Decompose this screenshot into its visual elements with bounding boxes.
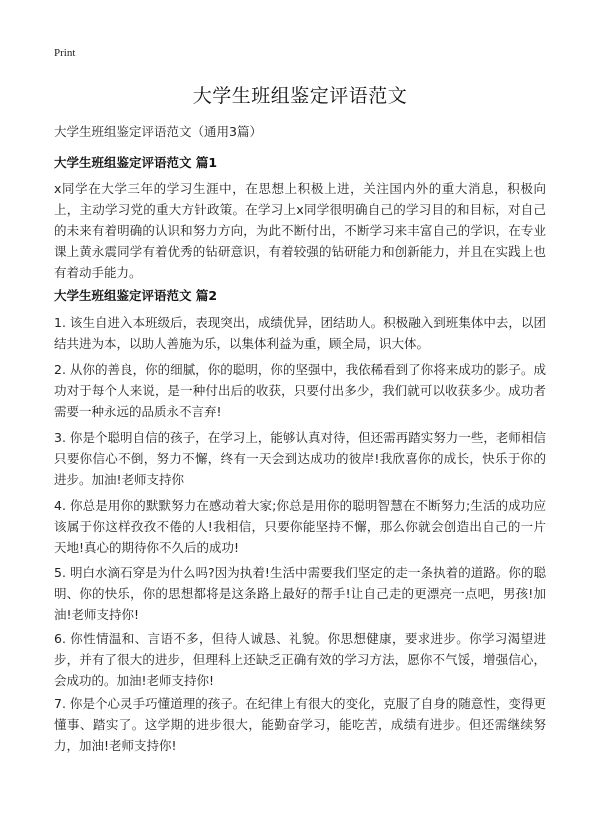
section-1-paragraph: x同学在大学三年的学习生涯中，在思想上积极上进，关注国内外的重大消息，积极向上，主动学习党的重大方针政策。在学习上x同学很明确自己的学习目的和目标，对自己的未来有着明确的认识和努力方向，为此不断付出，不断学习来丰富自己的学识，在专业课上黄永震同学有着优秀的钻研意识，有着较强的钻研能力和创新能力，并且在实践上也有着动手能力。: [54, 181, 546, 280]
comment-item-5: 5. 明白水滴石穿是为什么吗?因为执着!生活中需要我们坚定的走一条执着的道路。你的聪明、你的快乐，你的思想都将是这条路上最好的帮手!让自己走的更漂亮一点吧，男孩!加油!老师支持你!: [54, 565, 546, 622]
comment-item-2: 2. 从你的善良，你的细腻，你的聪明，你的坚强中，我依稀看到了你将来成功的影子。成功对于每个人来说，是一种付出后的收获，只要付出多少，我们就可以收获多少。成功者需要一种永远的品质永不言弃!: [54, 362, 546, 419]
comment-item-3: 3. 你是个聪明自信的孩子，在学习上，能够认真对待，但还需再踏实努力一些，老师相信只要你信心不倒，努力不懈，终有一天会到达成功的彼岸!我欣喜你的成长，快乐于你的进步。加油!老师支持你: [54, 430, 546, 487]
page-title: 大学生班组鉴定评语范文: [192, 85, 408, 107]
comment-item-1: 1. 该生自进入本班级后，表现突出，成绩优异，团结助人。积极融入到班集体中去，以团结共进为本，以助人善施为乐，以集体利益为重，顾全局，识大体。: [54, 315, 546, 351]
comment-item-7: 7. 你是个心灵手巧懂道理的孩子。在纪律上有很大的变化，克服了自身的随意性，变得更懂事、踏实了。这学期的进步很大，能勤奋学习，能吃苦，成绩有进步。但还需继续努力，加油!老师支持你!: [54, 696, 546, 753]
comment-item-4: 4. 你总是用你的默默努力在感动着大家;你总是用你的聪明智慧在不断努力;生活的成功应该属于你这样孜孜不倦的人!我相信，只要你能坚持不懈，那么你就会创造出自己的一片天地!真心的期待你不久后的成功!: [54, 498, 546, 555]
document-subtitle: 大学生班组鉴定评语范文（通用3篇）: [54, 124, 262, 139]
section-heading-1: 大学生班组鉴定评语范文 篇1: [54, 155, 218, 170]
comment-item-6: 6. 你性情温和、言语不多，但待人诚恳、礼貌。你思想健康，要求进步。你学习渴望进步，并有了很大的进步，但理科上还缺乏正确有效的学习方法，愿你不气馁，增强信心，会成功的。加油!老师支持你!: [54, 631, 546, 688]
print-label: Print: [54, 47, 76, 59]
section-heading-2: 大学生班组鉴定评语范文 篇2: [54, 288, 218, 303]
